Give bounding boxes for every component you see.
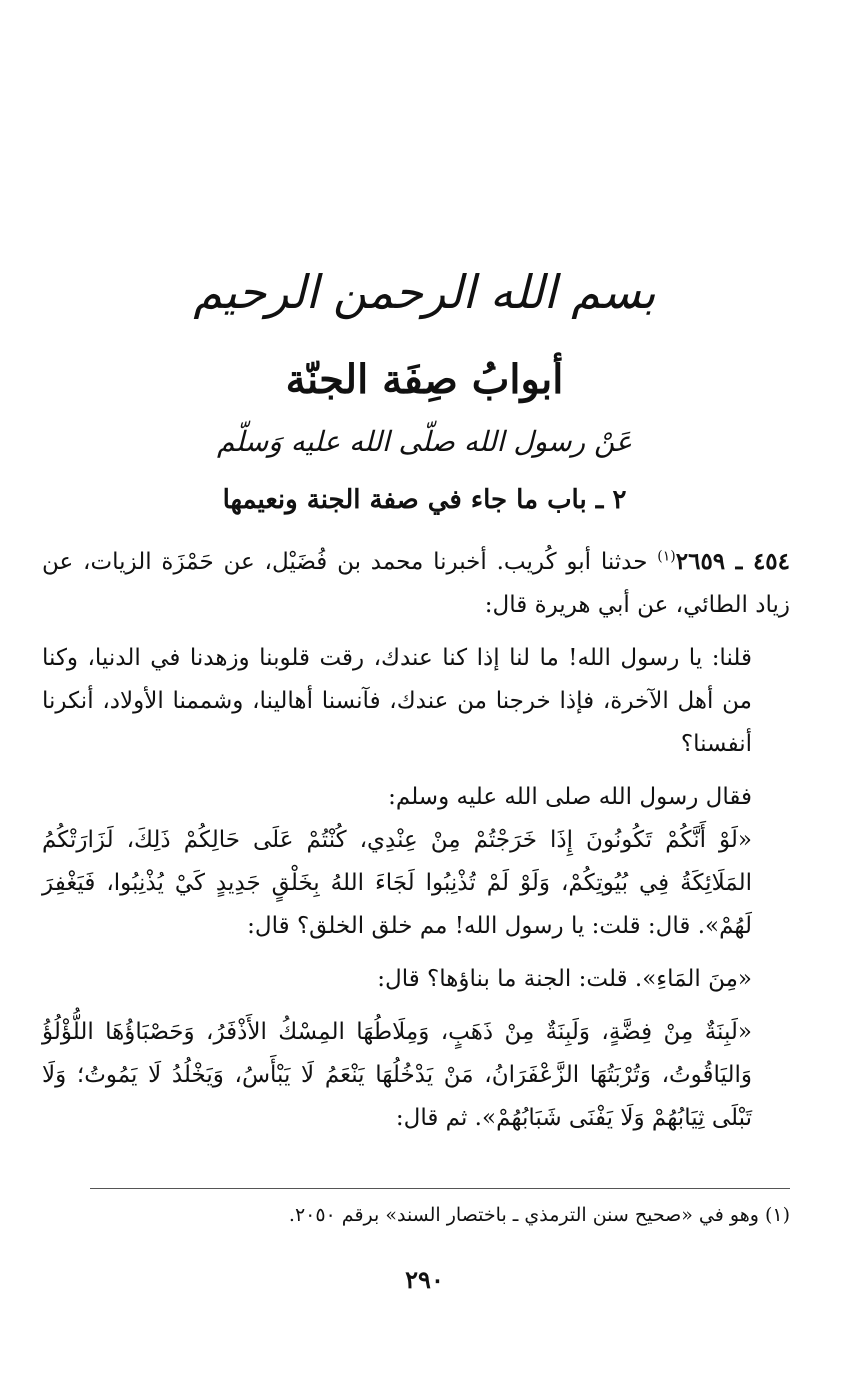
hadith-paradise-paragraph: «لَبِنَةٌ مِنْ فِضَّةٍ، وَلَبِنَةٌ مِنْ ذَهَبٍ، وَمِلَاطُهَا المِسْكُ الأَذْفَرُ، وَحَصْبَاؤُهَا اللُّؤْلُؤُ وَاليَاقُوتُ، وَتُرْبَتُهَا الزَّعْفَرَانُ، مَنْ يَدْخُلُهَا يَنْعَمُ لَا يَبْأَسُ، وَيَخْلُدُ لَا يَمُوتُ؛ وَلَا تَبْلَى ثِيَابُهُمْ وَلَا يَفْنَى شَبَابُهُمْ». ثم قال: bbox=[42, 1019, 752, 1131]
hadith-water-paragraph: «مِنَ المَاءِ». قلت: الجنة ما بناؤها؟ قال: bbox=[377, 966, 752, 992]
chapter-subtitle: عَنْ رسول الله صلّى الله عليه وَسلّم bbox=[216, 425, 633, 458]
hadith-number: ٤٥٤ ـ ٢٦٥٩ bbox=[675, 548, 790, 575]
section-title: ٢ ـ باب ما جاء في صفة الجنة ونعيمها bbox=[222, 485, 627, 515]
hadith-body bbox=[42, 540, 790, 1150]
basmala-calligraphy: بسم الله الرحمن الرحيم bbox=[193, 265, 656, 319]
footnote-reference: (١) bbox=[657, 548, 676, 565]
page-number: ٢٩٠ bbox=[405, 1265, 444, 1294]
footnote: (١) وهو في «صحيح سنن الترمذي ـ باختصار السند» برقم ٢٠٥٠. bbox=[288, 1204, 790, 1226]
hadith-question-paragraph: قلنا: يا رسول الله! ما لنا إذا كنا عندك، رقت قلوبنا وزهدنا في الدنيا، وكنا من أهل الآخرة، فإذا خرجنا من عندك، فآنسنا أهالينا، وشممنا الأولاد، أنكرنا أنفسنا؟ bbox=[42, 645, 752, 757]
hadith-isnad: حدثنا أبو كُريب. أخبرنا محمد بن فُضَيْل، عن حَمْزَة الزيات، عن زياد الطائي، عن أبي هريرة قال: bbox=[42, 549, 790, 618]
hadith-answer-quote: «لَوْ أَنَّكُمْ تَكُونُونَ إِذَا خَرَجْتُمْ مِنْ عِنْدِي، كُنْتُمْ عَلَى حَالِكُمْ ذَلِكَ، لَزَارَتْكُمُ المَلَائِكَةُ فِي بُيُوتِكُمْ، وَلَوْ لَمْ تُذْنِبُوا لَجَاءَ اللهُ بِخَلْقٍ جَدِيدٍ كَيْ يُذْنِبُوا، فَيَغْفِرَ لَهُمْ». قال: قلت: يا رسول الله! مم خلق الخلق؟ قال: bbox=[42, 827, 752, 939]
hadith-answer-intro: فقال رسول الله صلى الله عليه وسلم: bbox=[388, 784, 752, 810]
hadith-answer-paragraph bbox=[42, 776, 790, 948]
footnote-divider bbox=[90, 1188, 790, 1189]
hadith-isnad-paragraph bbox=[42, 540, 790, 627]
chapter-title: أبوابُ صِفَة الجنّة bbox=[285, 356, 564, 403]
